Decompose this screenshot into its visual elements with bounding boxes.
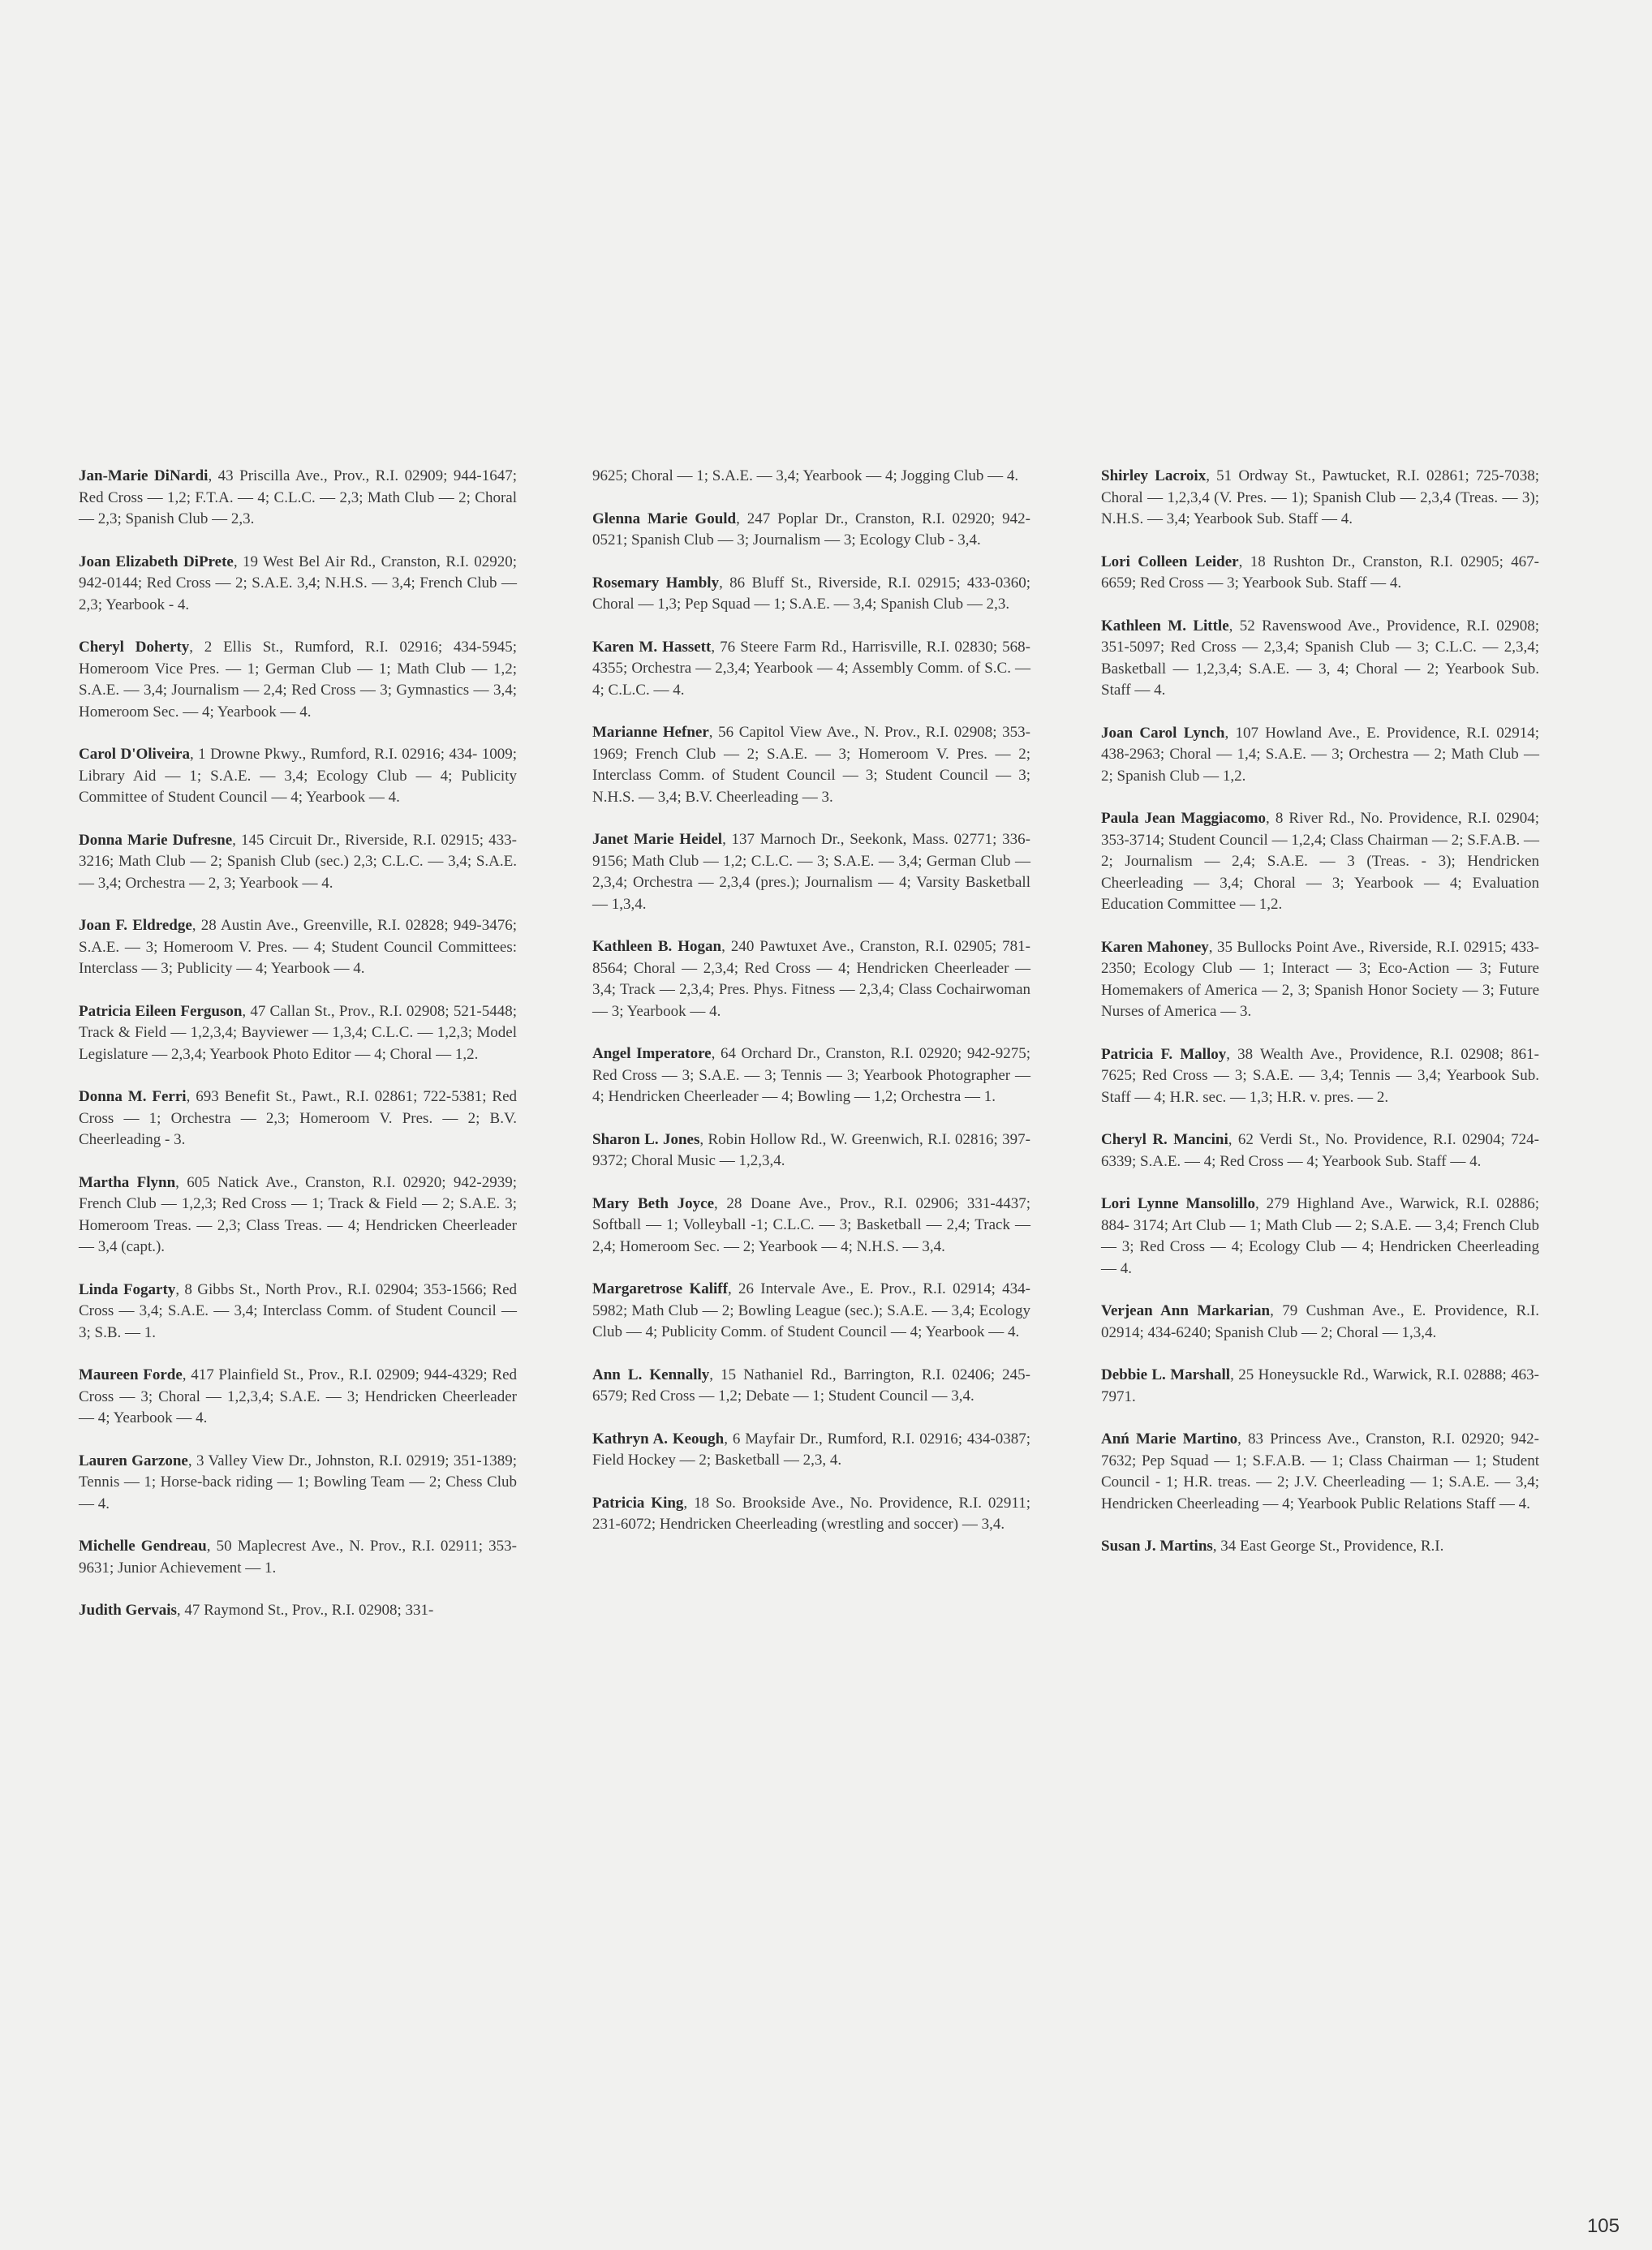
- student-name: Debbie L. Marshall: [1101, 1366, 1231, 1383]
- student-name: Donna Marie Dufresne: [79, 831, 233, 849]
- directory-entry: Patricia Eileen Ferguson, 47 Callan St., Prov., R.I. 02908; 521-5448; Track & Field — 1,2,3,4; Bayviewer — 1,3,4; C.L.C. — 1,2,3; Model Legislature — 2,3,4; Yearbook Photo Editor — 4; Choral — 1,2.: [79, 1002, 517, 1063]
- student-name: Karen Mahoney: [1101, 938, 1209, 956]
- directory-entry: Carol D'Oliveira, 1 Drowne Pkwy., Rumford, R.I. 02916; 434- 1009; Library Aid — 1; S.A.E. — 3,4; Ecology Club — 4; Publicity Committee of Student Council — 4; Yearbook — 4.: [79, 746, 518, 806]
- student-name: Maureen Forde: [79, 1366, 183, 1383]
- student-name: Martha Flynn: [79, 1173, 176, 1191]
- student-name: Karen M. Hassett: [592, 638, 712, 656]
- directory-entry: Cheryl R. Mancini, 62 Verdi St., No. Providence, R.I. 02904; 724-6339; S.A.E. — 4; Red Cross — 4; Yearbook Sub. Staff — 4.: [1101, 1131, 1539, 1170]
- student-details: 56 Capitol View Ave., N. Prov., R.I. 02908; 353-1969; French Club — 2; S.A.E. — 3; Homeroom V. Pres. — 2; Interclass Comm. of Student Council — 3; Student Council — 3; N.H.S. — 3,4; B.V. Cheerleading — 3.: [592, 724, 1031, 806]
- student-details: 86 Bluff St., Riverside, R.I. 02915; 433-0360; Choral — 1,3; Pep Squad — 1; S.A.E. — 3,4; Spanish Club — 2,3.: [592, 574, 1031, 613]
- student-name: Mary Beth Joyce: [592, 1194, 714, 1212]
- student-details: 3 Valley View Dr., Johnston, R.I. 02919; 351-1389; Tennis — 1; Horse-back riding — 1; Bowling Team — 2; Chess Club — 4.: [79, 1452, 517, 1512]
- student-name: Cheryl Doherty: [79, 639, 190, 656]
- directory-entry: Maureen Forde, 417 Plainfield St., Prov., R.I. 02909; 944-4329; Red Cross — 3; Choral — 1,2,3,4; S.A.E. — 3; Hendricken Cheerleader — 4; Yearbook — 4.: [79, 1366, 518, 1426]
- directory-entry: Ann L. Kennally, 15 Nathaniel Rd., Barrington, R.I. 02406; 245-6579; Red Cross — 1,2; Debate — 1; Student Council — 3,4.: [592, 1366, 1030, 1405]
- student-details: 417 Plainfield St., Prov., R.I. 02909; 944-4329; Red Cross — 3; Choral — 1,2,3,4; S.A.E. — 3; Hendricken Cheerleader — 4; Yearbook — 4.: [79, 1366, 518, 1426]
- directory-entry: Karen Mahoney, 35 Bullocks Point Ave., Riverside, R.I. 02915; 433-2350; Ecology Club — 1; Interact — 3; Eco-Action — 3; Future Homemakers of America — 2, 3; Spanish Honor Society — 3; Future Nurses of America — 3.: [1101, 938, 1540, 1020]
- directory-entry: Joan F. Eldredge, 28 Austin Ave., Greenville, R.I. 02828; 949-3476; S.A.E. — 3; Homeroom V. Pres. — 4; Student Council Committees: Interclass — 3; Publicity — 4; Yearbook — 4.: [79, 917, 517, 977]
- student-name: Marianne Hefner: [592, 724, 709, 741]
- student-name: Rosemary Hambly: [592, 574, 720, 592]
- student-details: 50 Maplecrest Ave., N. Prov., R.I. 02911; 353-9631; Junior Achievement — 1.: [79, 1538, 517, 1577]
- directory-entry: Kathleen B. Hogan, 240 Pawtuxet Ave., Cranston, R.I. 02905; 781-8564; Choral — 2,3,4; Red Cross — 4; Hendricken Cheerleader — 3,4; Track — 2,3,4; Pres. Phys. Fitness — 2,3,4; Class Cochairwoman — 3; Yearbook — 4.: [592, 938, 1030, 1020]
- directory-entry: Joan Elizabeth DiPrete, 19 West Bel Air Rd., Cranston, R.I. 02920; 942-0144; Red Cross — 2; S.A.E. 3,4; N.H.S. — 3,4; French Club — 2,3; Yearbook - 4.: [79, 553, 518, 613]
- directory-entry: Michelle Gendreau, 50 Maplecrest Ave., N. Prov., R.I. 02911; 353-9631; Junior Achievement — 1.: [79, 1538, 517, 1577]
- student-name: Judith Gervais: [79, 1602, 177, 1619]
- directory-entry: Lauren Garzone, 3 Valley View Dr., Johnston, R.I. 02919; 351-1389; Tennis — 1; Horse-back riding — 1; Bowling Team — 2; Chess Club — 4.: [79, 1452, 517, 1512]
- directory-entry: Janet Marie Heidel, 137 Marnoch Dr., Seekonk, Mass. 02771; 336-9156; Math Club — 1,2; C.L.C. — 3; S.A.E. — 3,4; German Club — 2,3,4; Orchestra — 2,3,4 (pres.); Journalism — 4; Varsity Basketball — 1,3,4.: [592, 831, 1030, 913]
- student-details: 83 Princess Ave., Cranston, R.I. 02920; 942-7632; Pep Squad — 1; S.F.A.B. — 1; Class Chairman — 1; Student Council - 1; H.R. treas. — 2; J.V. Cheerleading — 1; S.A.E. — 3,4; Hendricken Cheerleading — 4; Yearbook Public Relations Staff — 4.: [1101, 1430, 1539, 1512]
- directory-entry: Donna M. Ferri, 693 Benefit St., Pawt., R.I. 02861; 722-5381; Red Cross — 1; Orchestra — 2,3; Homeroom V. Pres. — 2; B.V. Cheerleading - 3.: [79, 1088, 518, 1148]
- directory-entry: Cheryl Doherty, 2 Ellis St., Rumford, R.I. 02916; 434-5945; Homeroom Vice Pres. — 1; German Club — 1; Math Club — 1,2; S.A.E. — 3,4; Journalism — 2,4; Red Cross — 3; Gymnastics — 3,4; Homeroom Sec. — 4; Yearbook — 4.: [79, 639, 517, 721]
- directory-entry: Lori Lynne Mansolillo, 279 Highland Ave., Warwick, R.I. 02886; 884- 3174; Art Club — 1; Math Club — 2; S.A.E. — 3,4; French Club — 3; Red Cross — 4; Ecology Club — 4; Hendricken Cheerleading — 4.: [1101, 1195, 1539, 1277]
- directory-entry: Susan J. Martins, 34 East George St., Providence, R.I.: [1101, 1538, 1444, 1555]
- directory-entry: Patricia King, 18 So. Brookside Ave., No. Providence, R.I. 02911; 231-6072; Hendricken Cheerleading (wrestling and soccer) — 3,4.: [592, 1494, 1031, 1533]
- student-details: 145 Circuit Dr., Riverside, R.I. 02915; 433-3216; Math Club — 2; Spanish Club (sec.) 2,3; C.L.C. — 3,4; S.A.E. — 3,4; Orchestra — 2, 3; Yearbook — 4.: [79, 831, 517, 892]
- student-name: Janet Marie Heidel: [592, 831, 723, 848]
- directory-entry: Anń Marie Martino, 83 Princess Ave., Cranston, R.I. 02920; 942-7632; Pep Squad — 1; S.F.A.B. — 1; Class Chairman — 1; Student Council - 1; H.R. treas. — 2; J.V. Cheerleading — 1; S.A.E. — 3,4; Hendricken Cheerleading — 4; Yearbook Public Relations Staff — 4.: [1101, 1430, 1539, 1512]
- student-name: Carol D'Oliveira: [79, 746, 190, 763]
- directory-entry: Shirley Lacroix, 51 Ordway St., Pawtucket, R.I. 02861; 725-7038; Choral — 1,2,3,4 (V. Pres. — 1); Spanish Club — 2,3,4 (Treas. — 3); N.H.S. — 3,4; Yearbook Sub. Staff — 4.: [1101, 467, 1539, 527]
- student-details: 693 Benefit St., Pawt., R.I. 02861; 722-5381; Red Cross — 1; Orchestra — 2,3; Homeroom V. Pres. — 2; B.V. Cheerleading - 3.: [79, 1088, 518, 1148]
- student-details: 52 Ravenswood Ave., Providence, R.I. 02908; 351-5097; Red Cross — 2,3,4; Spanish Club — 3; C.L.C. — 2,3,4; Basketball — 1,2,3,4; S.A.E. — 3, 4; Choral — 2; Yearbook Sub. Staff — 4.: [1101, 617, 1539, 699]
- student-details: 15 Nathaniel Rd., Barrington, R.I. 02406; 245-6579; Red Cross — 1,2; Debate — 1; Student Council — 3,4.: [592, 1366, 1030, 1405]
- student-details: 1 Drowne Pkwy., Rumford, R.I. 02916; 434- 1009; Library Aid — 1; S.A.E. — 3,4; Ecology Club — 4; Publicity Committee of Student Council — 4; Yearbook — 4.: [79, 746, 518, 806]
- student-name: Jan-Marie DiNardi: [79, 467, 209, 484]
- directory-entry: Donna Marie Dufresne, 145 Circuit Dr., Riverside, R.I. 02915; 433-3216; Math Club — 2; Spanish Club (sec.) 2,3; C.L.C. — 3,4; S.A.E. — 3,4; Orchestra — 2, 3; Yearbook — 4.: [79, 831, 517, 892]
- student-details: 107 Howland Ave., E. Providence, R.I. 02914; 438-2963; Choral — 1,4; S.A.E. — 3; Orchestra — 2; Math Club — 2; Spanish Club — 1,2.: [1101, 724, 1539, 785]
- directory-entry: Kathleen M. Little, 52 Ravenswood Ave., Providence, R.I. 02908; 351-5097; Red Cross — 2,3,4; Spanish Club — 3; C.L.C. — 2,3,4; Basketball — 1,2,3,4; S.A.E. — 3, 4; Choral — 2; Yearbook Sub. Staff — 4.: [1101, 617, 1539, 699]
- directory-entry: Lori Colleen Leider, 18 Rushton Dr., Cranston, R.I. 02905; 467-6659; Red Cross — 3; Yearbook Sub. Staff — 4.: [1101, 553, 1540, 592]
- directory-entry: Angel Imperatore, 64 Orchard Dr., Cranston, R.I. 02920; 942-9275; Red Cross — 3; S.A.E. — 3; Tennis — 3; Yearbook Photographer — 4; Hendricken Cheerleader — 4; Bowling — 1,2; Orchestra — 1.: [592, 1045, 1030, 1105]
- student-details: 26 Intervale Ave., E. Prov., R.I. 02914; 434-5982; Math Club — 2; Bowling League (sec.); S.A.E. — 3,4; Ecology Club — 4; Publicity Comm. of Student Council — 4; Yearbook — 4.: [592, 1280, 1030, 1340]
- directory-entry: Karen M. Hassett, 76 Steere Farm Rd., Harrisville, R.I. 02830; 568-4355; Orchestra — 2,3,4; Yearbook — 4; Assembly Comm. of S.C. — 4; C.L.C. — 4.: [592, 638, 1031, 699]
- student-name: Patricia Eileen Ferguson: [79, 1002, 243, 1020]
- student-name: Donna M. Ferri: [79, 1088, 187, 1105]
- student-name: Joan Carol Lynch: [1101, 724, 1225, 742]
- directory-entry: Glenna Marie Gould, 247 Poplar Dr., Cranston, R.I. 02920; 942-0521; Spanish Club — 3; Journalism — 3; Ecology Club - 3,4.: [592, 510, 1030, 549]
- directory-entry: [592, 466, 1030, 488]
- student-details: 19 West Bel Air Rd., Cranston, R.I. 02920; 942-0144; Red Cross — 2; S.A.E. 3,4; N.H.S. — 3,4; French Club — 2,3; Yearbook - 4.: [79, 553, 518, 613]
- student-name: Linda Fogarty: [79, 1280, 176, 1298]
- student-name: Kathleen M. Little: [1101, 617, 1229, 635]
- student-details: 51 Ordway St., Pawtucket, R.I. 02861; 725-7038; Choral — 1,2,3,4 (V. Pres. — 1); Spanish Club — 2,3,4 (Treas. — 3); N.H.S. — 3,4; Yearbook Sub. Staff — 4.: [1101, 467, 1539, 527]
- student-name: Paula Jean Maggiacomo: [1101, 810, 1267, 827]
- directory-entry: Kathryn A. Keough, 6 Mayfair Dr., Rumford, R.I. 02916; 434-0387; Field Hockey — 2; Basketball — 2,3, 4.: [592, 1430, 1031, 1469]
- student-details: 279 Highland Ave., Warwick, R.I. 02886; 884- 3174; Art Club — 1; Math Club — 2; S.A.E. — 3,4; French Club — 3; Red Cross — 4; Ecology Club — 4; Hendricken Cheerleading — 4.: [1101, 1195, 1539, 1277]
- directory-entry: Rosemary Hambly, 86 Bluff St., Riverside, R.I. 02915; 433-0360; Choral — 1,3; Pep Squad — 1; S.A.E. — 3,4; Spanish Club — 2,3.: [592, 574, 1031, 613]
- page-number: 105: [1586, 2215, 1620, 2237]
- directory-entry: Linda Fogarty, 8 Gibbs St., North Prov., R.I. 02904; 353-1566; Red Cross — 3,4; S.A.E. — 3,4; Interclass Comm. of Student Council — 3; S.B. — 1.: [79, 1280, 518, 1341]
- student-name: Cheryl R. Mancini: [1101, 1131, 1228, 1148]
- student-details: 35 Bullocks Point Ave., Riverside, R.I. 02915; 433-2350; Ecology Club — 1; Interact — 3; Eco-Action — 3; Future Homemakers of America — 2, 3; Spanish Honor Society — 3; Future Nurses of America — 3.: [1101, 938, 1540, 1020]
- student-name: Anń Marie Martino: [1101, 1430, 1238, 1448]
- student-details: 47 Callan St., Prov., R.I. 02908; 521-5448; Track & Field — 1,2,3,4; Bayviewer — 1,3,4; C.L.C. — 1,2,3; Model Legislature — 2,3,4; Yearbook Photo Editor — 4; Choral — 1,2.: [79, 1002, 517, 1063]
- student-name: Lori Colleen Leider: [1101, 553, 1239, 570]
- student-details: 79 Cushman Ave., E. Providence, R.I. 02914; 434-6240; Spanish Club — 2; Choral — 1,3,4.: [1101, 1302, 1539, 1341]
- directory-entry: Debbie L. Marshall, 25 Honeysuckle Rd., Warwick, R.I. 02888; 463-7971.: [1101, 1366, 1540, 1405]
- student-details: 28 Doane Ave., Prov., R.I. 02906; 331-4437; Softball — 1; Volleyball -1; C.L.C. — 3; Basketball — 2,4; Track — 2,4; Homeroom Sec. — 2; Yearbook — 4; N.H.S. — 3,4.: [592, 1194, 1031, 1255]
- student-name: Glenna Marie Gould: [592, 510, 737, 527]
- directory-entry: Paula Jean Maggiacomo, 8 River Rd., No. Providence, R.I. 02904; 353-3714; Student Council — 1,2,4; Class Chairman — 2; S.F.A.B. — 2; Journalism — 2,4; S.A.E. — 3 (Treas. - 3); Hendricken Cheerleading — 3,4; Choral — 3; Yearbook — 4; Evaluation Education Committee — 1,2.: [1101, 810, 1540, 913]
- directory-entry: Mary Beth Joyce, 28 Doane Ave., Prov., R.I. 02906; 331-4437; Softball — 1; Volleyball -1; C.L.C. — 3; Basketball — 2,4; Track — 2,4; Homeroom Sec. — 2; Yearbook — 4; N.H.S. — 3,4.: [592, 1194, 1031, 1255]
- student-name: Susan J. Martins: [1101, 1538, 1213, 1555]
- student-details: 47 Raymond St., Prov., R.I. 02908; 331-: [184, 1602, 434, 1619]
- directory-entry: Patricia F. Malloy, 38 Wealth Ave., Providence, R.I. 02908; 861-7625; Red Cross — 3; S.A.E. — 3,4; Tennis — 3,4; Yearbook Sub. Staff — 4; H.R. sec. — 1,3; H.R. v. pres. — 2.: [1101, 1045, 1539, 1106]
- student-details: 38 Wealth Ave., Providence, R.I. 02908; 861-7625; Red Cross — 3; S.A.E. — 3,4; Tennis — 3,4; Yearbook Sub. Staff — 4; H.R. sec. — 1,3; H.R. v. pres. — 2.: [1101, 1045, 1539, 1106]
- student-details: 247 Poplar Dr., Cranston, R.I. 02920; 942-0521; Spanish Club — 3; Journalism — 3; Ecology Club - 3,4.: [592, 510, 1030, 549]
- directory-entry: Sharon L. Jones, Robin Hollow Rd., W. Greenwich, R.I. 02816; 397-9372; Choral Music — 1,2,3,4.: [592, 1130, 1031, 1169]
- student-name: Ann L. Kennally: [592, 1366, 710, 1383]
- student-name: Sharon L. Jones: [592, 1130, 700, 1148]
- student-details: 8 Gibbs St., North Prov., R.I. 02904; 353-1566; Red Cross — 3,4; S.A.E. — 3,4; Interclass Comm. of Student Council — 3; S.B. — 1.: [79, 1280, 518, 1341]
- student-details: 18 So. Brookside Ave., No. Providence, R.I. 02911; 231-6072; Hendricken Cheerleading (wrestling and soccer) — 3,4.: [592, 1494, 1031, 1533]
- student-name: Michelle Gendreau: [79, 1538, 207, 1555]
- student-details: Robin Hollow Rd., W. Greenwich, R.I. 02816; 397-9372; Choral Music — 1,2,3,4.: [592, 1130, 1031, 1169]
- directory-entry: Judith Gervais, 47 Raymond St., Prov., R.I. 02908; 331-: [79, 1602, 434, 1619]
- student-details: 34 East George St., Providence, R.I.: [1220, 1538, 1444, 1555]
- student-details: 6 Mayfair Dr., Rumford, R.I. 02916; 434-0387; Field Hockey — 2; Basketball — 2,3, 4.: [592, 1430, 1031, 1469]
- directory-entry: Margaretrose Kaliff, 26 Intervale Ave., E. Prov., R.I. 02914; 434-5982; Math Club — 2; Bowling League (sec.); S.A.E. — 3,4; Ecology Club — 4; Publicity Comm. of Student Council — 4; Yearbook — 4.: [592, 1280, 1030, 1340]
- student-details: 28 Austin Ave., Greenville, R.I. 02828; 949-3476; S.A.E. — 3; Homeroom V. Pres. — 4; Student Council Committees: Interclass — 3; Publicity — 4; Yearbook — 4.: [79, 917, 517, 977]
- student-details: 2 Ellis St., Rumford, R.I. 02916; 434-5945; Homeroom Vice Pres. — 1; German Club — 1; Math Club — 1,2; S.A.E. — 3,4; Journalism — 2,4; Red Cross — 3; Gymnastics — 3,4; Homeroom Sec. — 4; Yearbook — 4.: [79, 639, 517, 721]
- directory-entry: Marianne Hefner, 56 Capitol View Ave., N. Prov., R.I. 02908; 353-1969; French Club — 2; S.A.E. — 3; Homeroom V. Pres. — 2; Interclass Comm. of Student Council — 3; Student Council — 3; N.H.S. — 3,4; B.V. Cheerleading — 3.: [592, 724, 1031, 806]
- student-name: Margaretrose Kaliff: [592, 1280, 728, 1297]
- student-details: 25 Honeysuckle Rd., Warwick, R.I. 02888; 463-7971.: [1101, 1366, 1540, 1405]
- student-details: 76 Steere Farm Rd., Harrisville, R.I. 02830; 568-4355; Orchestra — 2,3,4; Yearbook — 4; Assembly Comm. of S.C. — 4; C.L.C. — 4.: [592, 638, 1031, 699]
- student-name: Joan F. Eldredge: [79, 917, 192, 934]
- student-name: Kathleen B. Hogan: [592, 938, 722, 955]
- student-details: 43 Priscilla Ave., Prov., R.I. 02909; 944-1647; Red Cross — 1,2; F.T.A. — 4; C.L.C. — 2,3; Math Club — 2; Choral — 2,3; Spanish Club — 2,3.: [79, 467, 517, 527]
- directory-column-3: [1101, 466, 1539, 1579]
- student-name: Shirley Lacroix: [1101, 467, 1207, 484]
- directory-entry: Joan Carol Lynch, 107 Howland Ave., E. Providence, R.I. 02914; 438-2963; Choral — 1,4; S.A.E. — 3; Orchestra — 2; Math Club — 2; Spanish Club — 1,2.: [1101, 724, 1539, 785]
- student-name: Lauren Garzone: [79, 1452, 188, 1469]
- student-details: 64 Orchard Dr., Cranston, R.I. 02920; 942-9275; Red Cross — 3; S.A.E. — 3; Tennis — 3; Yearbook Photographer — 4; Hendricken Cheerleader — 4; Bowling — 1,2; Orchestra — 1.: [592, 1045, 1030, 1105]
- student-name: Verjean Ann Markarian: [1101, 1302, 1271, 1319]
- student-details: 240 Pawtuxet Ave., Cranston, R.I. 02905; 781-8564; Choral — 2,3,4; Red Cross — 4; Hendricken Cheerleader — 3,4; Track — 2,3,4; Pres. Phys. Fitness — 2,3,4; Class Cochairwoman — 3; Yearbook — 4.: [592, 938, 1030, 1020]
- student-details: 8 River Rd., No. Providence, R.I. 02904; 353-3714; Student Council — 1,2,4; Class Chairman — 2; S.F.A.B. — 2; Journalism — 2,4; S.A.E. — 3 (Treas. - 3); Hendricken Cheerleading — 3,4; Choral — 3; Yearbook — 4; Evaluation Education Committee — 1,2.: [1101, 810, 1540, 913]
- student-details: 605 Natick Ave., Cranston, R.I. 02920; 942-2939; French Club — 1,2,3; Red Cross — 1; Track & Field — 2; S.A.E. 3; Homeroom Treas. — 2,3; Class Treas. — 4; Hendricken Cheerleader — 3,4 (capt.).: [79, 1173, 517, 1255]
- directory-entry: Jan-Marie DiNardi, 43 Priscilla Ave., Prov., R.I. 02909; 944-1647; Red Cross — 1,2; F.T.A. — 4; C.L.C. — 2,3; Math Club — 2; Choral — 2,3; Spanish Club — 2,3.: [79, 467, 517, 527]
- student-name: Patricia King: [592, 1494, 684, 1512]
- directory-column-2: [592, 466, 1030, 1557]
- directory-column-1: [79, 466, 517, 1643]
- student-details: 62 Verdi St., No. Providence, R.I. 02904; 724-6339; S.A.E. — 4; Red Cross — 4; Yearbook Sub. Staff — 4.: [1101, 1131, 1539, 1170]
- student-name: Joan Elizabeth DiPrete: [79, 553, 234, 570]
- student-details: 9625; Choral — 1; S.A.E. — 3,4; Yearbook — 4; Jogging Club — 4.: [592, 467, 1019, 484]
- student-name: Patricia F. Malloy: [1101, 1045, 1227, 1063]
- student-name: Kathryn A. Keough: [592, 1430, 725, 1448]
- directory-entry: Verjean Ann Markarian, 79 Cushman Ave., E. Providence, R.I. 02914; 434-6240; Spanish Club — 2; Choral — 1,3,4.: [1101, 1302, 1539, 1341]
- student-name: Angel Imperatore: [592, 1045, 712, 1062]
- student-name: Lori Lynne Mansolillo: [1101, 1195, 1255, 1212]
- student-details: 18 Rushton Dr., Cranston, R.I. 02905; 467-6659; Red Cross — 3; Yearbook Sub. Staff — 4.: [1101, 553, 1540, 592]
- student-details: 137 Marnoch Dr., Seekonk, Mass. 02771; 336-9156; Math Club — 1,2; C.L.C. — 3; S.A.E. — 3,4; German Club — 2,3,4; Orchestra — 2,3,4 (pres.); Journalism — 4; Varsity Basketball — 1,3,4.: [592, 831, 1030, 913]
- directory-entry: Martha Flynn, 605 Natick Ave., Cranston, R.I. 02920; 942-2939; French Club — 1,2,3; Red Cross — 1; Track & Field — 2; S.A.E. 3; Homeroom Treas. — 2,3; Class Treas. — 4; Hendricken Cheerleader — 3,4 (capt.).: [79, 1173, 517, 1255]
